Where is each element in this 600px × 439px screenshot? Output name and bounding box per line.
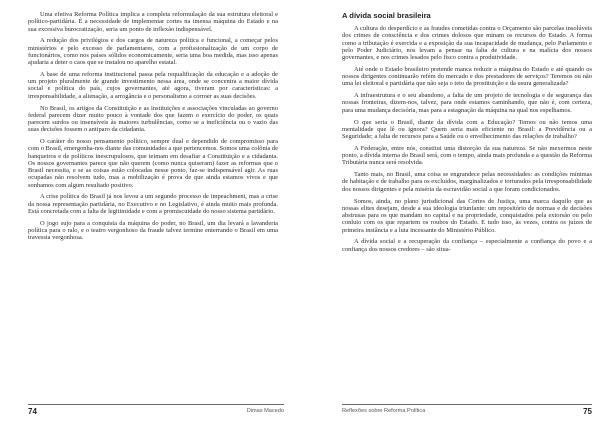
paragraph: No Brasil, os artigos da Constituição e as instituições e associações vinculadas ao governo federal parecem dizer muito pouco à vontade dos que fazem o exercício do poder, os quais parecem surdos ou insensíveis às maiores turbulências, como se a ineficiência ou o vazio das suas decisões fossem o antiparo da cidadania. [28, 104, 278, 134]
footer-rule [342, 404, 592, 405]
paragraph: A cultura do desperdício e as fraudes cometidas contra o Orçamento são parcelas insolúveis dos crimes de consciência e dos crimes dolosos que minam os recursos do Estado. A forma como a tributação é exercida e a exposição da sua incapacidade de mudança, pelo Parlamento e pelo Poder Judiciário, nos levam a pensar na falta de cultura e na malícia dos nossos governantes, e nos crimes lesados pelo fisco contra a produtividade. [342, 25, 592, 61]
running-head: Reflexões sobre Reforma Política [342, 408, 426, 414]
right-page-text-column [342, 11, 592, 253]
left-page-text-column [28, 11, 278, 242]
paragraph: A redução dos privilégios e dos cargos de natureza política e funcional, a começar pelos ministérios e pelo excesso de parlamentares, com a profissionalização de um corpo de funcionários, como nos países sólidos economicamente, seria uma boa medida, mas isso apenas ajudaria a deter o caos que se instalou no aparelho estatal. [28, 37, 278, 67]
paragraph: O caráter do nosso pensamento político, sempre dual e dependido de compromisso para com o Brasil, emergonha-nos diante das comunidades a que pertencemos. Somos uma colônia de banqueiros e de políticos inescrupulosos, que teimam em desafiar a Constituição e a cidadania. Os nossos governantes parece que não querem (como nunca quiseram) fazer as reformas que o Brasil necessita, e se as coisas estão colocadas nesse ponto, faz-se indispensável agir. As ruas ocupadas não resolvem tudo, mas a mobilização é prova de que ainda estamos vivos e que sonhamos com algum resultado positivo. [28, 138, 278, 189]
section-title: A dívida social brasileira [342, 11, 431, 20]
paragraph: Até onde o Estado brasileiro pretende manca reduzir a máquina do Estado e até quando os nossos dirigentes continuarão refém do mercado e dos prestadores de serviços? Teremos ou não uma lei eleitoral e partidária que não seja o teto da prostituição e da usura generalizada? [342, 65, 592, 88]
paragraph: A base de uma reforma institucional passa pela requalificação da educação e a adoção de um projeto pluralmente de grande investimento nessa área, onde se concentra a maior dívida social e política do país, cujos governantes, até agora, tiveram por características: a irresponsabilidade, a alienação, a arrogância e o personalismo a corroer as suas decisões. [28, 70, 278, 100]
paragraph: A Federação, entre nós, constitui uma distorção da sua natureza. Se não mexermos neste ponto, a dívida interna do Brasil será, com o tempo, ainda mais profunda e a questão da Reforma Tributária nunca será resolvida. [342, 144, 592, 167]
paragraph: A dívida social e a recuperação da confiança – especialmente a confiança do povo e a confiança dos nossos credores – são situa- [342, 238, 592, 253]
paragraph: A crise política do Brasil já nos levou a um segundo processo de impeachment, mas a crise da nossa representação partidária, no Executivo e no Legislativo, é ainda muito mais profunda. Está concretada com a falta de legitimidade e com a promiscuidade do nosso sistema partidário. [28, 193, 278, 215]
paragraph: Uma efetiva Reforma Política implica a completa reformulação da sua estrutura eleitoral e político-partidária. É a necessidade de implementar cortes na imensa máquina do Estado e na sua excessiva burocratização, seria um ponto de inflexão indispensável. [28, 11, 278, 33]
paragraph: Somos, ainda, no plano jurisdicional das Cortes de Justiça, uma marca daquilo que as nossas elites desejam, desde a sua ideologia triunfante: um repositório de normas e de decisões abstrusas para os que mandam no capital e na propriedade, conquistados pela extorsão ou pelo conluio com os que repartem os roubos do Estado. E tudo isso, às vezes, contra os juízes de primeira instância e a luta incessante do Ministério Público. [342, 197, 592, 234]
paragraph: A infraestrutura e o seu abandono, a falta de um projeto de tecnologia e de segurança das nossas fronteiras, dizem-nos, talvez, para onde estamos caminhando, que não é, com certeza, para uma mudança decisória, mas para a estagnação da máquina na qual nos espelhamos. [342, 92, 592, 114]
right-page [300, 0, 600, 439]
running-head: Dimas Macedo [246, 408, 284, 414]
page-number: 75 [583, 407, 592, 416]
paragraph: O jogo sujo para a conquista da máquina do poder, no Brasil, um dia levará a lavanderia política para o ralo, e o teatro vergonhoso da fraude talvez termine enterrando o Brasil em uma travessia vergonhosa. [28, 219, 278, 242]
page-number: 74 [28, 407, 37, 416]
footer-rule [28, 404, 284, 405]
paragraph: Tanto mais, no Brasil, uma coisa se engrandece pelas necessidades: as condições mínimas de habitação e de trabalho para os excluídos, marginalizados e torturados pela irresponsabilidade dos nossos dirigentes e pela miséria da escravidão social a que foram condicionados. [342, 171, 592, 193]
paragraph: O que seria o Brasil, diante da dívida com a Educação? Temos ou não temos uma mentalidade que lê ou ignora? Quem seria mais eficiente no Brasil: a Previdência ou a Seguridade; a falta de recursos para a Saúde ou o envelhecimento das relações de trabalho? [342, 118, 592, 141]
